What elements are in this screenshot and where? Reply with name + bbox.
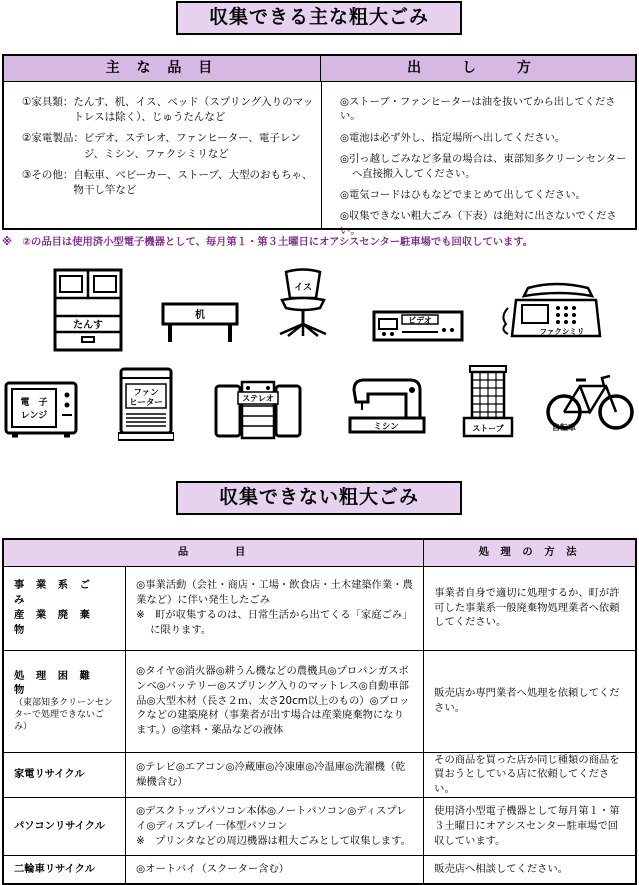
category-note: （東部知多クリーンセンターで処理できないごみ） bbox=[14, 698, 113, 732]
rule-item: ◎収集できない粗大ごみ（下表）は絶対に出さないでください。 bbox=[340, 210, 617, 237]
table-row bbox=[3, 566, 636, 650]
collectable-table bbox=[2, 54, 637, 237]
non-collectable-title: 収集できない粗大ごみ bbox=[176, 481, 462, 515]
items-note: ※ プリンタなどの周辺機器は粗大ごみとして収集します。 bbox=[136, 835, 411, 848]
list-item bbox=[22, 95, 317, 125]
rule-item: ◎電気コードはひもなどでまとめて出してください。 bbox=[340, 189, 586, 202]
non-collectable-table bbox=[2, 538, 637, 885]
stove-icon bbox=[462, 364, 514, 440]
fax-icon bbox=[500, 282, 604, 344]
category-cell: 二輪車リサイクル bbox=[3, 856, 126, 884]
video-icon bbox=[372, 308, 464, 344]
desk-icon bbox=[160, 300, 240, 346]
tansu-icon bbox=[52, 268, 124, 354]
tansu-label: たんす bbox=[73, 320, 103, 331]
table-row bbox=[3, 650, 636, 752]
rule-item: ◎ストーブ・ファンヒーターは油を抜いてから出してください。 bbox=[340, 96, 616, 123]
method-cell: 販売店へ相談してください。 bbox=[424, 856, 636, 884]
category-label: 処 理 困 難 物 bbox=[14, 669, 94, 697]
rules-list bbox=[340, 95, 636, 245]
item-label: ②家電製品： bbox=[22, 132, 84, 145]
items-text: ◎デスクトップパソコン本体◎ノートパソコン◎ディスプレイ◎ディスプレイ一体型パソコン bbox=[136, 805, 407, 833]
table-row bbox=[3, 856, 636, 884]
heater-label-1: ファン bbox=[133, 388, 159, 398]
item-label: ③その他： bbox=[22, 168, 74, 181]
fan-heater-icon bbox=[118, 366, 174, 442]
items-cell: ◎オートバイ（スクーター含む） bbox=[126, 856, 424, 884]
microwave-icon bbox=[4, 381, 78, 439]
collection-note: ※ ②の品目は使用済小型電子機器として、毎月第１・第３土曜日にオアシスセンター駐車場でも回収しています。 bbox=[2, 236, 534, 248]
item-text: 自転車、ベビーカー、ストーブ、大型のおもちゃ、物干し竿など bbox=[73, 168, 313, 197]
items-header: 主 な 品 目 bbox=[4, 56, 321, 82]
video-label: ビデオ bbox=[408, 316, 432, 325]
rule-item: ◎引っ越しごみなど多量の場合は、東部知多クリーンセンターへ直接搬入してください。 bbox=[340, 153, 627, 180]
items-note: ※ 町が収集するのは、日常生活から出てくる「家庭ごみ」に限ります。 bbox=[136, 609, 413, 636]
table-row bbox=[3, 798, 636, 856]
items-column-header: 品 目 bbox=[3, 539, 424, 566]
category-cell bbox=[3, 566, 126, 650]
method-cell: その商品を買った店か同じ種類の商品を買おうとしている店に依頼してください。 bbox=[424, 752, 636, 798]
items-text: ◎事業活動（会社・商店・工場・飲食店・土木建築作業・農業など）に伴い発生したごみ bbox=[136, 579, 413, 607]
sewing-machine-icon bbox=[348, 376, 426, 436]
microwave-label-2: レンジ bbox=[20, 411, 48, 421]
desk-label: 机 bbox=[195, 310, 205, 321]
item-text: ビデオ、ステレオ、ファンヒーター、電子レンジ、ミシン、ファクシミリなど bbox=[83, 132, 301, 160]
bicycle-icon bbox=[546, 372, 634, 434]
sewing-label: ミシン bbox=[373, 422, 399, 432]
table-row bbox=[3, 752, 636, 798]
item-label: ①家具類： bbox=[22, 96, 74, 108]
stove-label: ストーブ bbox=[472, 424, 504, 433]
chair-label: イス bbox=[294, 283, 312, 293]
items-cell: ◎テレビ◎エアコン◎冷蔵庫◎冷凍庫◎冷温庫◎洗濯機（乾燥機含む） bbox=[126, 752, 424, 798]
items-cell bbox=[126, 566, 424, 650]
microwave-label-1: 電 子 bbox=[20, 398, 48, 408]
category-cell bbox=[3, 650, 126, 752]
item-text: たんす、机、イス、ベッド（スプリング入りのマットレスは除く）、じゅうたんなど bbox=[73, 96, 314, 124]
rule-item: ◎電池は必ず外し、指定場所へ出してください。 bbox=[340, 131, 566, 144]
category-cell: 家電リサイクル bbox=[3, 752, 126, 798]
method-header: 出 し 方 bbox=[321, 56, 635, 82]
method-cell: 販売店か専門業者へ処理を依頼してください。 bbox=[424, 650, 636, 752]
list-item bbox=[22, 131, 317, 161]
method-column-header: 処 理 の 方 法 bbox=[424, 539, 636, 566]
category-cell: パソコンリサイクル bbox=[3, 798, 126, 856]
collectable-title: 収集できる主な粗大ごみ bbox=[176, 1, 462, 35]
items-list bbox=[22, 95, 317, 204]
bicycle-label: 自転車 bbox=[552, 423, 576, 432]
method-cell: 事業者自身で適切に処理するか、町が許可した事業系一般廃棄物処理業者へ依頼してください。 bbox=[424, 566, 636, 650]
method-cell: 使用済小型電子機器として毎月第１・第３土曜日にオアシスセンター駐車場で回収しています。 bbox=[424, 798, 636, 856]
items-cell: ◎タイヤ◎消火器◎耕うん機などの農機具◎プロパンガスボンベ◎バッテリー◎スプリング入りのマットレス◎自動車部品◎大型木材（長さ２ｍ、太さ20cm以上のもの）◎ブロックなどの建築廃材（事業者が出す場合は産業廃棄物になります。）◎塗料・薬品などの液体 bbox=[126, 650, 424, 752]
chair-icon bbox=[274, 268, 332, 340]
list-item bbox=[22, 168, 317, 198]
stereo-label: ステレオ bbox=[242, 394, 274, 403]
column-divider bbox=[321, 82, 322, 228]
fax-label: ファクシミリ bbox=[539, 327, 585, 336]
heater-label-2: ヒーター bbox=[129, 398, 163, 408]
items-cell bbox=[126, 798, 424, 856]
stereo-icon bbox=[214, 380, 302, 440]
category-label: 産 業 廃 棄 物 bbox=[14, 609, 94, 636]
category-label: 事 業 系 ご み bbox=[14, 579, 94, 607]
